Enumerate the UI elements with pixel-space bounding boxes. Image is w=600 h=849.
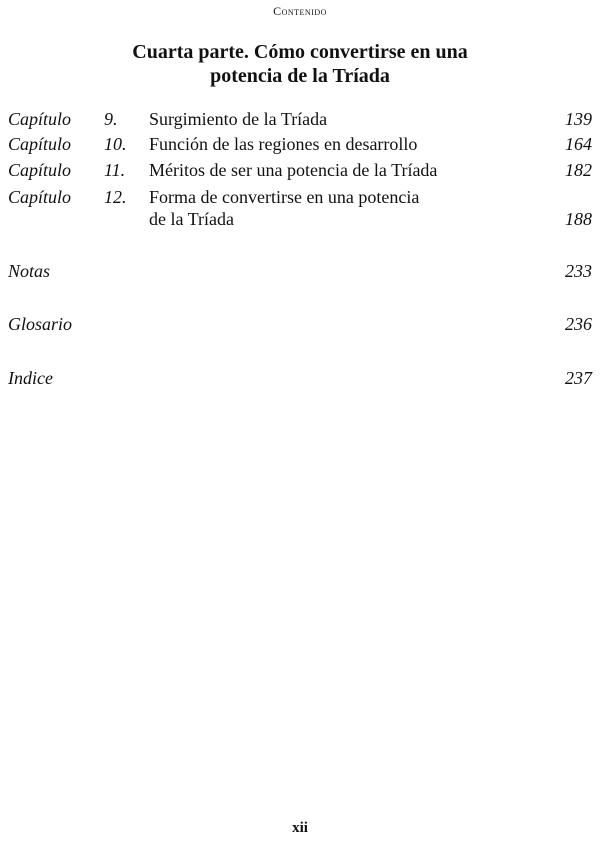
page-number: 233: [565, 261, 592, 281]
chapter-title-line-1: Forma de convertirse en una potencia: [149, 187, 420, 207]
toc-entry-chapter-12[interactable]: [8, 186, 592, 230]
chapter-title: Méritos de ser una potencia de la Tríada: [149, 160, 438, 180]
page-number: 164: [565, 134, 592, 154]
page-number: 139: [565, 109, 592, 129]
part-title: [0, 40, 600, 88]
page-number: 237: [565, 368, 592, 388]
chapter-title-line-2: de la Tríada: [149, 209, 234, 229]
page-folio: xii: [292, 820, 308, 836]
chapter-number: 12.: [104, 187, 127, 207]
chapter-number: 9.: [104, 109, 118, 129]
chapter-title: Función de las regiones en desarrollo: [149, 134, 418, 154]
chapter-label: Capítulo: [8, 109, 72, 129]
page-number: 236: [565, 314, 592, 334]
running-head: Contenido: [273, 4, 327, 18]
page-number: 188: [565, 209, 592, 229]
part-title-line-2: potencia de la Tríada: [210, 65, 390, 87]
section-label: Glosario: [8, 314, 73, 334]
part-title-line-1: Cuarta parte. Cómo convertirse en una: [132, 41, 468, 63]
chapter-label: Capítulo: [8, 134, 72, 154]
chapter-number: 11.: [104, 160, 126, 180]
chapter-label: Capítulo: [8, 160, 72, 180]
section-label: Indice: [8, 368, 53, 388]
chapter-number: 10.: [104, 134, 127, 154]
chapter-label: Capítulo: [8, 187, 72, 207]
chapter-title: [149, 186, 539, 230]
section-label: Notas: [8, 261, 51, 281]
page-number: 182: [565, 160, 592, 180]
chapter-title: Surgimiento de la Tríada: [149, 109, 328, 129]
